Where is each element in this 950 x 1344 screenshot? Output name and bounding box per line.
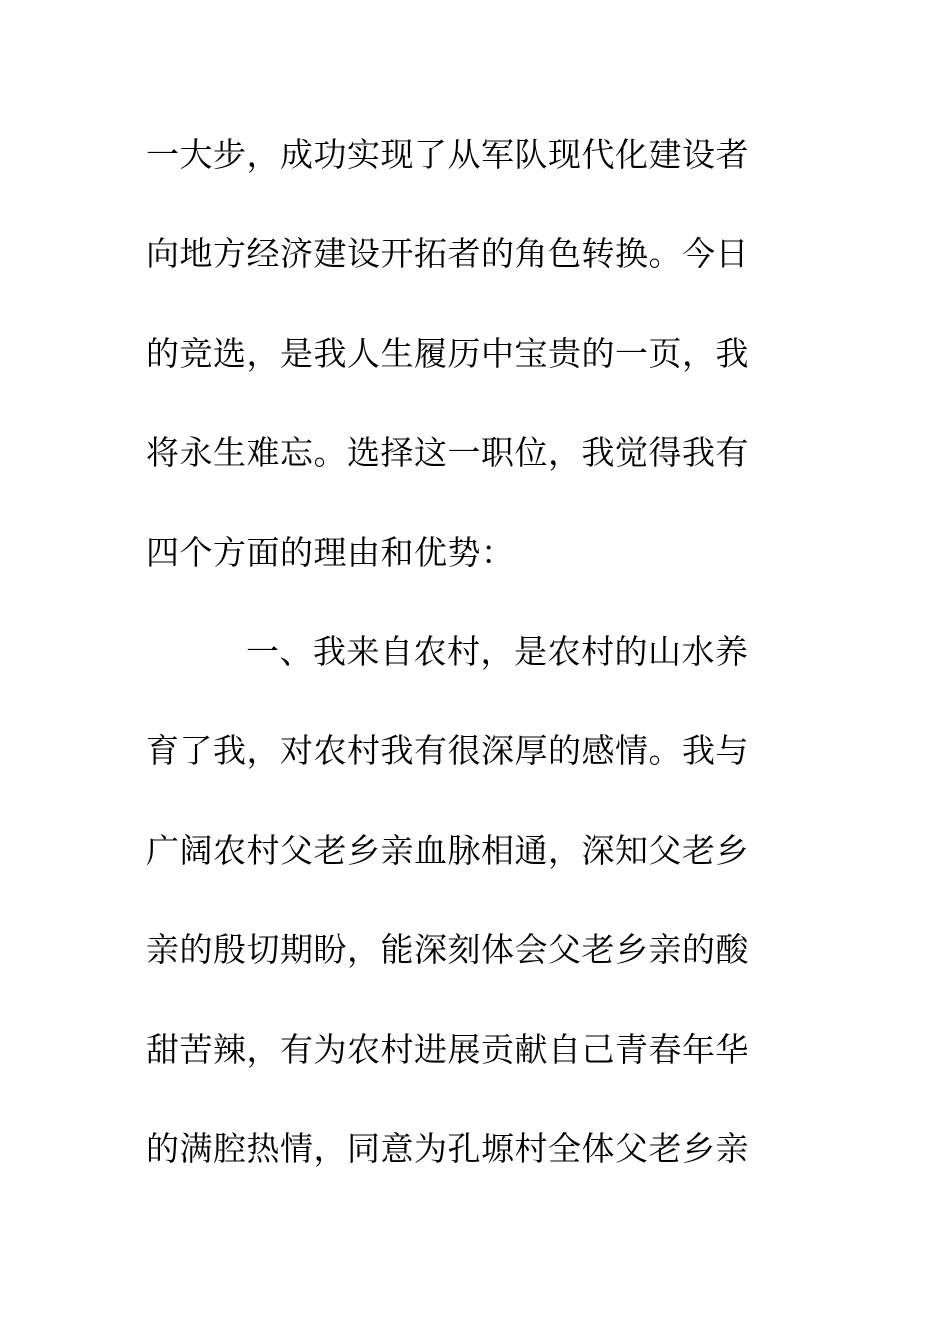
text-line: 向地方经济建设开拓者的角色转换。今日 — [146, 234, 749, 274]
body-text — [146, 122, 806, 1215]
text-line: 育了我，对农村我有很深厚的感情。我与 — [146, 731, 749, 771]
paragraph-start-line: 一、我来自农村，是农村的山水养 — [246, 631, 749, 671]
text-line: 的竞选，是我人生履历中宝贵的一页，我 — [146, 333, 749, 373]
text-line: 一大步，成功实现了从军队现代化建设者 — [146, 135, 749, 174]
text-line: 将永生难忘。选择这一职位，我觉得我有 — [146, 433, 749, 473]
text-line: 的满腔热情，同意为孔塬村全体父老乡亲 — [146, 1128, 749, 1168]
text-line: 亲的殷切期盼，能深刻体会父老乡亲的酸 — [146, 930, 749, 970]
text-line: 广阔农村父老乡亲血脉相通，深知父老乡 — [146, 830, 749, 870]
text-line: 四个方面的理由和优势： — [146, 532, 515, 572]
text-line: 甜苦辣，有为农村进展贡献自己青春年华 — [146, 1029, 749, 1069]
